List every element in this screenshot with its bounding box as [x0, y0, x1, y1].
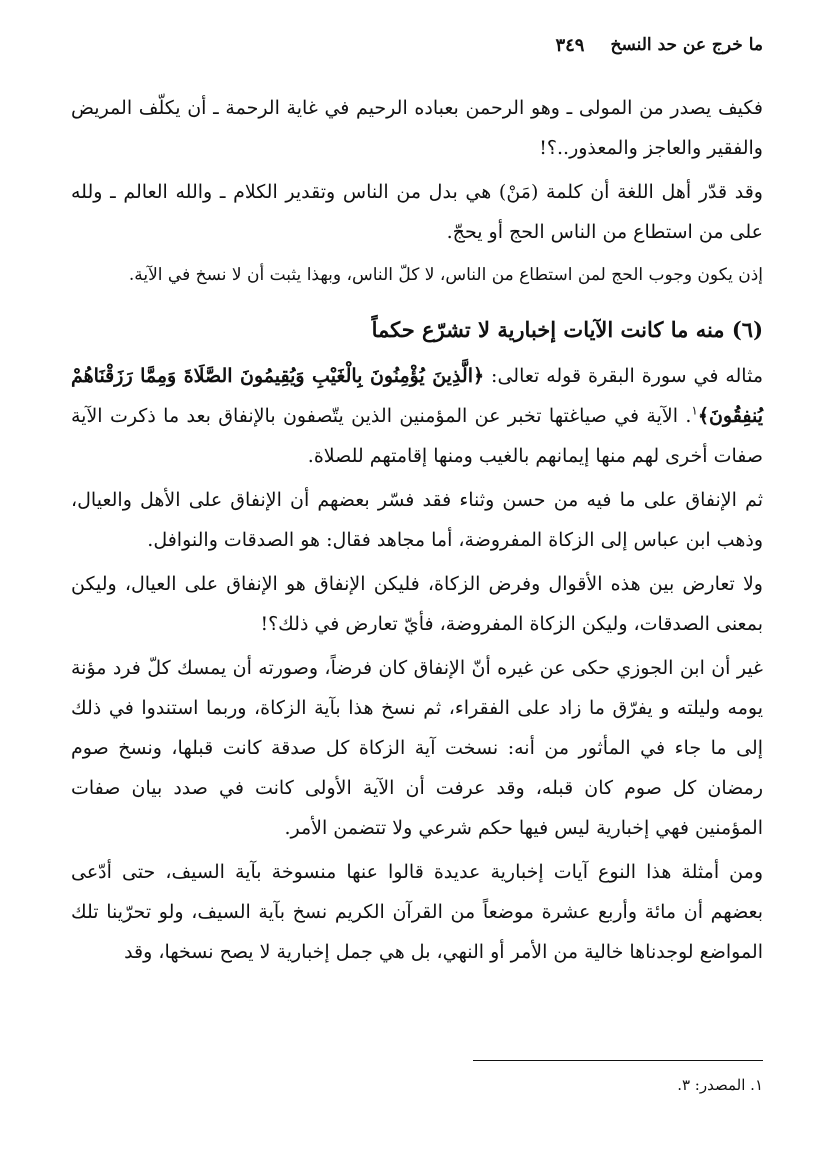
- paragraph-5: ثم الإنفاق على ما فيه من حسن وثناء فقد فسّر بعضهم أن الإنفاق على الأهل والعيال، وذهب ابن عباس إلى الزكاة المفروضة، أما مجاهد فقال: هو الصدقات والنوافل.: [71, 489, 763, 551]
- paragraph-1: فكيف يصدر من المولى ـ وهو الرحمن بعباده الرحيم في غاية الرحمة ـ أن يكلّف المريض والفقير والعاجز والمعذور..؟!: [71, 97, 763, 159]
- quran-verse: ﴿الَّذِينَ يُؤْمِنُونَ بِالْغَيْبِ وَيُقِيمُونَ الصَّلَاةَ وَمِمَّا رَزَقْنَاهُمْ يُنفِقُونَ﴾: [71, 365, 763, 427]
- running-title: ما خرج عن حد النسخ: [610, 35, 763, 55]
- footnote: ١. المصدر: ٣.: [677, 1076, 763, 1094]
- footnote-reference[interactable]: ١: [691, 403, 698, 418]
- running-header: [163, 30, 763, 60]
- example-rest: . الآية في صياغتها تخبر عن المؤمنين الذين يتّصفون بالإنفاق بعد ما ذكرت الآية صفات أخرى لهم منها إيمانهم بالغيب ومنها إقامتهم للصلاة.: [71, 405, 763, 467]
- paragraph-8: ومن أمثلة هذا النوع آيات إخبارية عديدة قالوا عنها منسوخة بآية السيف، حتى أدّعى بعضهم أن مائة وأربع عشرة موضعاً من القرآن الكريم نسخ بآية السيف، ولو تحرّينا تلك المواضع لوجدناها خالية من الأمر أو النهي، بل هي جمل إخبارية لا يصح نسخها، وقد: [71, 861, 763, 963]
- section-heading: (٦) منه ما كانت الآيات إخبارية لا تشرّع حكماً: [371, 317, 763, 342]
- paragraph-7: غير أن ابن الجوزي حكى عن غيره أنّ الإنفاق كان فرضاً، وصورته أن يمسك كلّ فرد مؤنة يومه وليلته و يفرّق ما زاد على الفقراء، ثم نسخ هذا بآية الزكاة، وربما استندوا في ذلك إلى ما جاء في المأثور من أنه: نسخت آية الزكاة كل صدقة كانت قبلها، ونسخ صوم رمضان كل صوم كان قبله، وقد عرفت أن الآية الأولى كانت في صدد بيان صفات المؤمنين فهي إخبارية ليس فيها حكم شرعي ولا تتضمن الأمر.: [71, 657, 763, 839]
- footnote-divider: [473, 1060, 763, 1061]
- example-paragraph: [71, 356, 763, 476]
- page-number: ٣٤٩: [555, 34, 585, 56]
- paragraph-6: ولا تعارض بين هذه الأقوال وفرض الزكاة، فليكن الإنفاق هو الإنفاق على العيال، وليكن بمعنى الصدقات، وليكن الزكاة المفروضة، فأيّ تعارض في ذلك؟!: [71, 573, 763, 635]
- body-text: [71, 88, 763, 976]
- example-intro: مثاله في سورة البقرة قوله تعالى:: [484, 365, 763, 387]
- paragraph-3: إذن يكون وجوب الحج لمن استطاع من الناس، لا كلّ الناس، وبهذا يثبت أن لا نسخ في الآية.: [128, 265, 763, 285]
- paragraph-2: وقد قدّر أهل اللغة أن كلمة (مَنْ) هي بدل من الناس وتقدير الكلام ـ والله العالم ـ ولله على من استطاع من الناس الحج أو يحجّ.: [71, 181, 763, 243]
